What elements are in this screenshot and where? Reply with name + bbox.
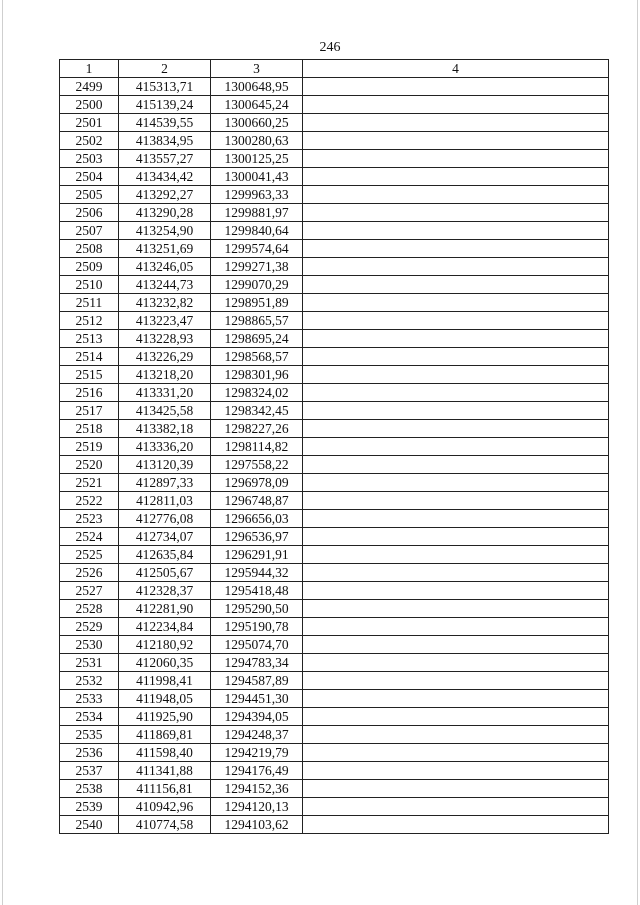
table-row xyxy=(60,240,609,258)
x-coordinate-cell: 411869,81 xyxy=(119,726,211,744)
x-coordinate-cell: 415313,71 xyxy=(119,78,211,96)
y-coordinate-cell: 1300648,95 xyxy=(211,78,303,96)
y-coordinate-cell: 1298227,26 xyxy=(211,420,303,438)
table-row xyxy=(60,582,609,600)
y-coordinate-cell: 1294219,79 xyxy=(211,744,303,762)
point-number-cell: 2539 xyxy=(60,798,119,816)
y-coordinate-cell: 1300041,43 xyxy=(211,168,303,186)
y-coordinate-cell: 1295944,32 xyxy=(211,564,303,582)
x-coordinate-cell: 413251,69 xyxy=(119,240,211,258)
point-number-cell: 2511 xyxy=(60,294,119,312)
y-coordinate-cell: 1296656,03 xyxy=(211,510,303,528)
note-cell xyxy=(303,438,609,456)
x-coordinate-cell: 411156,81 xyxy=(119,780,211,798)
x-coordinate-cell: 412180,92 xyxy=(119,636,211,654)
x-coordinate-cell: 410774,58 xyxy=(119,816,211,834)
x-coordinate-cell: 413382,18 xyxy=(119,420,211,438)
point-number-cell: 2509 xyxy=(60,258,119,276)
point-number-cell: 2516 xyxy=(60,384,119,402)
table-row xyxy=(60,474,609,492)
point-number-cell: 2522 xyxy=(60,492,119,510)
point-number-cell: 2530 xyxy=(60,636,119,654)
note-cell xyxy=(303,330,609,348)
note-cell xyxy=(303,708,609,726)
y-coordinate-cell: 1299840,64 xyxy=(211,222,303,240)
table-row xyxy=(60,798,609,816)
point-number-cell: 2527 xyxy=(60,582,119,600)
x-coordinate-cell: 411998,41 xyxy=(119,672,211,690)
x-coordinate-cell: 412897,33 xyxy=(119,474,211,492)
x-coordinate-cell: 412811,03 xyxy=(119,492,211,510)
table-row xyxy=(60,654,609,672)
y-coordinate-cell: 1300645,24 xyxy=(211,96,303,114)
note-cell xyxy=(303,510,609,528)
x-coordinate-cell: 412505,67 xyxy=(119,564,211,582)
note-cell xyxy=(303,366,609,384)
note-cell xyxy=(303,186,609,204)
x-coordinate-cell: 412060,35 xyxy=(119,654,211,672)
column-header-3: 3 xyxy=(211,60,303,78)
page-number: 246 xyxy=(319,40,341,55)
table-row xyxy=(60,186,609,204)
point-number-cell: 2531 xyxy=(60,654,119,672)
table-row xyxy=(60,762,609,780)
y-coordinate-cell: 1298301,96 xyxy=(211,366,303,384)
x-coordinate-cell: 411948,05 xyxy=(119,690,211,708)
y-coordinate-cell: 1298324,02 xyxy=(211,384,303,402)
point-number-cell: 2524 xyxy=(60,528,119,546)
y-coordinate-cell: 1295190,78 xyxy=(211,618,303,636)
y-coordinate-cell: 1300125,25 xyxy=(211,150,303,168)
note-cell xyxy=(303,564,609,582)
y-coordinate-cell: 1294451,30 xyxy=(211,690,303,708)
table-row xyxy=(60,204,609,222)
note-cell xyxy=(303,240,609,258)
x-coordinate-cell: 413218,20 xyxy=(119,366,211,384)
note-cell xyxy=(303,600,609,618)
y-coordinate-cell: 1298342,45 xyxy=(211,402,303,420)
x-coordinate-cell: 413244,73 xyxy=(119,276,211,294)
table-row xyxy=(60,114,609,132)
table-row xyxy=(60,708,609,726)
table-row xyxy=(60,258,609,276)
y-coordinate-cell: 1294176,49 xyxy=(211,762,303,780)
x-coordinate-cell: 413246,05 xyxy=(119,258,211,276)
x-coordinate-cell: 410942,96 xyxy=(119,798,211,816)
table-body xyxy=(60,78,609,834)
note-cell xyxy=(303,492,609,510)
point-number-cell: 2502 xyxy=(60,132,119,150)
table-row xyxy=(60,780,609,798)
point-number-cell: 2535 xyxy=(60,726,119,744)
note-cell xyxy=(303,276,609,294)
right-scan-edge xyxy=(637,0,638,905)
table-header-row xyxy=(60,60,609,78)
table-row xyxy=(60,816,609,834)
table-row xyxy=(60,330,609,348)
table-row xyxy=(60,672,609,690)
table-row xyxy=(60,420,609,438)
point-number-cell: 2515 xyxy=(60,366,119,384)
y-coordinate-cell: 1297558,22 xyxy=(211,456,303,474)
table-row xyxy=(60,438,609,456)
column-header-1: 1 xyxy=(60,60,119,78)
table-row xyxy=(60,744,609,762)
table-row xyxy=(60,510,609,528)
note-cell xyxy=(303,816,609,834)
y-coordinate-cell: 1300280,63 xyxy=(211,132,303,150)
table-row xyxy=(60,132,609,150)
y-coordinate-cell: 1298114,82 xyxy=(211,438,303,456)
point-number-cell: 2503 xyxy=(60,150,119,168)
table-row xyxy=(60,348,609,366)
point-number-cell: 2506 xyxy=(60,204,119,222)
point-number-cell: 2525 xyxy=(60,546,119,564)
y-coordinate-cell: 1294120,13 xyxy=(211,798,303,816)
table-row xyxy=(60,96,609,114)
x-coordinate-cell: 413226,29 xyxy=(119,348,211,366)
table-row xyxy=(60,150,609,168)
table-row xyxy=(60,546,609,564)
point-number-cell: 2507 xyxy=(60,222,119,240)
y-coordinate-cell: 1299271,38 xyxy=(211,258,303,276)
y-coordinate-cell: 1294248,37 xyxy=(211,726,303,744)
point-number-cell: 2540 xyxy=(60,816,119,834)
note-cell xyxy=(303,204,609,222)
table-row xyxy=(60,636,609,654)
point-number-cell: 2500 xyxy=(60,96,119,114)
note-cell xyxy=(303,474,609,492)
point-number-cell: 2537 xyxy=(60,762,119,780)
x-coordinate-cell: 413228,93 xyxy=(119,330,211,348)
note-cell xyxy=(303,528,609,546)
table-row xyxy=(60,276,609,294)
note-cell xyxy=(303,114,609,132)
y-coordinate-cell: 1298865,57 xyxy=(211,312,303,330)
table-row xyxy=(60,312,609,330)
x-coordinate-cell: 413331,20 xyxy=(119,384,211,402)
point-number-cell: 2534 xyxy=(60,708,119,726)
y-coordinate-cell: 1299881,97 xyxy=(211,204,303,222)
point-number-cell: 2510 xyxy=(60,276,119,294)
y-coordinate-cell: 1298695,24 xyxy=(211,330,303,348)
x-coordinate-cell: 415139,24 xyxy=(119,96,211,114)
x-coordinate-cell: 412776,08 xyxy=(119,510,211,528)
table-row xyxy=(60,294,609,312)
table-row xyxy=(60,492,609,510)
note-cell xyxy=(303,654,609,672)
y-coordinate-cell: 1296978,09 xyxy=(211,474,303,492)
y-coordinate-cell: 1299963,33 xyxy=(211,186,303,204)
point-number-cell: 2538 xyxy=(60,780,119,798)
x-coordinate-cell: 413834,95 xyxy=(119,132,211,150)
y-coordinate-cell: 1294587,89 xyxy=(211,672,303,690)
table-row xyxy=(60,384,609,402)
point-number-cell: 2520 xyxy=(60,456,119,474)
table-row xyxy=(60,402,609,420)
note-cell xyxy=(303,348,609,366)
x-coordinate-cell: 412281,90 xyxy=(119,600,211,618)
y-coordinate-cell: 1299574,64 xyxy=(211,240,303,258)
point-number-cell: 2528 xyxy=(60,600,119,618)
note-cell xyxy=(303,618,609,636)
note-cell xyxy=(303,420,609,438)
y-coordinate-cell: 1296748,87 xyxy=(211,492,303,510)
table-row xyxy=(60,78,609,96)
y-coordinate-cell: 1295418,48 xyxy=(211,582,303,600)
note-cell xyxy=(303,456,609,474)
note-cell xyxy=(303,78,609,96)
table-row xyxy=(60,564,609,582)
column-header-2: 2 xyxy=(119,60,211,78)
point-number-cell: 2517 xyxy=(60,402,119,420)
y-coordinate-cell: 1294783,34 xyxy=(211,654,303,672)
x-coordinate-cell: 413254,90 xyxy=(119,222,211,240)
x-coordinate-cell: 411925,90 xyxy=(119,708,211,726)
note-cell xyxy=(303,636,609,654)
y-coordinate-cell: 1300660,25 xyxy=(211,114,303,132)
point-number-cell: 2513 xyxy=(60,330,119,348)
left-scan-edge xyxy=(2,0,3,905)
note-cell xyxy=(303,150,609,168)
x-coordinate-cell: 413232,82 xyxy=(119,294,211,312)
x-coordinate-cell: 411341,88 xyxy=(119,762,211,780)
y-coordinate-cell: 1296291,91 xyxy=(211,546,303,564)
table-row xyxy=(60,726,609,744)
point-number-cell: 2521 xyxy=(60,474,119,492)
note-cell xyxy=(303,132,609,150)
y-coordinate-cell: 1299070,29 xyxy=(211,276,303,294)
note-cell xyxy=(303,384,609,402)
x-coordinate-cell: 413120,39 xyxy=(119,456,211,474)
x-coordinate-cell: 413434,42 xyxy=(119,168,211,186)
x-coordinate-cell: 411598,40 xyxy=(119,744,211,762)
y-coordinate-cell: 1296536,97 xyxy=(211,528,303,546)
x-coordinate-cell: 412734,07 xyxy=(119,528,211,546)
x-coordinate-cell: 412328,37 xyxy=(119,582,211,600)
table-row xyxy=(60,366,609,384)
point-number-cell: 2532 xyxy=(60,672,119,690)
note-cell xyxy=(303,402,609,420)
note-cell xyxy=(303,690,609,708)
y-coordinate-cell: 1298568,57 xyxy=(211,348,303,366)
point-number-cell: 2533 xyxy=(60,690,119,708)
x-coordinate-cell: 413336,20 xyxy=(119,438,211,456)
note-cell xyxy=(303,96,609,114)
y-coordinate-cell: 1294394,05 xyxy=(211,708,303,726)
note-cell xyxy=(303,672,609,690)
note-cell xyxy=(303,312,609,330)
point-number-cell: 2514 xyxy=(60,348,119,366)
y-coordinate-cell: 1298951,89 xyxy=(211,294,303,312)
x-coordinate-cell: 413290,28 xyxy=(119,204,211,222)
note-cell xyxy=(303,546,609,564)
x-coordinate-cell: 414539,55 xyxy=(119,114,211,132)
table-row xyxy=(60,618,609,636)
note-cell xyxy=(303,222,609,240)
y-coordinate-cell: 1295074,70 xyxy=(211,636,303,654)
y-coordinate-cell: 1294103,62 xyxy=(211,816,303,834)
point-number-cell: 2518 xyxy=(60,420,119,438)
note-cell xyxy=(303,762,609,780)
point-number-cell: 2508 xyxy=(60,240,119,258)
note-cell xyxy=(303,168,609,186)
point-number-cell: 2504 xyxy=(60,168,119,186)
point-number-cell: 2512 xyxy=(60,312,119,330)
point-number-cell: 2523 xyxy=(60,510,119,528)
note-cell xyxy=(303,294,609,312)
note-cell xyxy=(303,258,609,276)
y-coordinate-cell: 1294152,36 xyxy=(211,780,303,798)
table-row xyxy=(60,528,609,546)
point-number-cell: 2536 xyxy=(60,744,119,762)
table-row xyxy=(60,600,609,618)
y-coordinate-cell: 1295290,50 xyxy=(211,600,303,618)
x-coordinate-cell: 413425,58 xyxy=(119,402,211,420)
note-cell xyxy=(303,744,609,762)
point-number-cell: 2529 xyxy=(60,618,119,636)
note-cell xyxy=(303,726,609,744)
column-header-4: 4 xyxy=(303,60,609,78)
table-row xyxy=(60,690,609,708)
note-cell xyxy=(303,582,609,600)
x-coordinate-cell: 412234,84 xyxy=(119,618,211,636)
point-number-cell: 2499 xyxy=(60,78,119,96)
point-number-cell: 2519 xyxy=(60,438,119,456)
x-coordinate-cell: 412635,84 xyxy=(119,546,211,564)
note-cell xyxy=(303,798,609,816)
table-row xyxy=(60,456,609,474)
note-cell xyxy=(303,780,609,798)
point-number-cell: 2526 xyxy=(60,564,119,582)
x-coordinate-cell: 413223,47 xyxy=(119,312,211,330)
coordinates-table xyxy=(59,59,609,834)
point-number-cell: 2505 xyxy=(60,186,119,204)
x-coordinate-cell: 413557,27 xyxy=(119,150,211,168)
point-number-cell: 2501 xyxy=(60,114,119,132)
table-row xyxy=(60,168,609,186)
table-row xyxy=(60,222,609,240)
x-coordinate-cell: 413292,27 xyxy=(119,186,211,204)
